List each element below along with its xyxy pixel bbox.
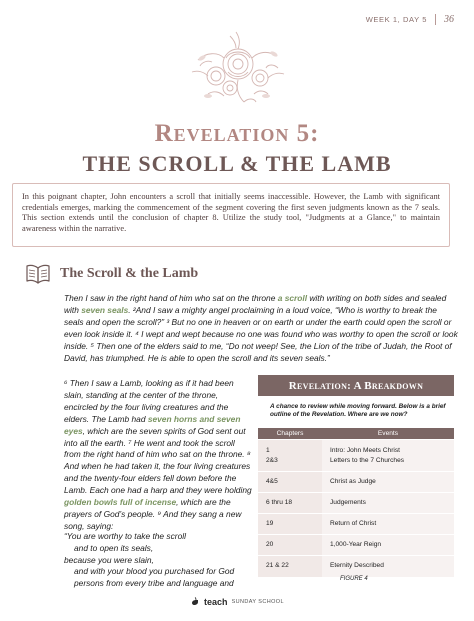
page-title: Revelation 5: [154,120,320,147]
events-value: Christ as Judge [330,478,376,485]
breakdown-table-body [258,440,454,577]
highlighted-phrase: golden bowls full of incense [64,497,177,508]
chapters-value: 4&5 [266,478,278,485]
intro-text: In this poignant chapter, John encounters a scroll that initially seems inaccessible. However, the Lamb with significant credentials emerges, marking the commencement of the segment covering the first seven judgments known as the 7 seals. This section extends until the conclusion of chapter 8. Utilize the study tool, "Judgments at a Glance," to maintain awareness within the narrative. [22,192,440,233]
events-value: Eternity Described [330,562,384,570]
breakdown-table [258,428,454,577]
scripture-text: , which are the prayers of God’s people. ⁹ And they sang a new song, saying: [64,497,242,531]
chapters-value: 1 [266,446,270,454]
floral-decoration-icon [178,22,298,114]
poem-line: “You are worthy to take the scroll [64,531,186,541]
table-row [258,493,454,514]
chapters-cell [258,472,322,493]
brand-subtitle: SUNDAY SCHOOL [231,599,284,605]
breakdown-subtitle: A chance to review while moving forward. Below is a brief outline of the Revelation. Where are we now? [270,403,446,419]
events-value: Intro: John Meets Christ [330,446,400,454]
table-row [258,514,454,535]
open-book-icon [25,263,51,285]
figure-label: FIGURE 4 [340,576,368,582]
chapters-cell [258,514,322,535]
column-header-chapters: Chapters [258,428,322,440]
section-title: The Scroll & the Lamb [60,266,199,281]
chapters-value: 20 [266,541,274,548]
chapters-cell [258,493,322,514]
events-cell [322,440,454,472]
events-cell [322,514,454,535]
footer-logo [0,597,474,607]
poem-line: because you were slain, [64,554,154,565]
scripture-text: ⁶ Then I saw a Lamb, looking as if it had been slain, standing at the center of the throne, encircled by the four living creatures and the elders. The Lamb had [64,378,234,424]
lamp-icon [190,597,200,607]
poem-line: and with your blood you purchased for God [74,566,235,577]
brand-name: teach [204,597,228,607]
events-cell [322,535,454,556]
chapters-cell [258,556,322,577]
events-cell [322,493,454,514]
poem-line: persons from every tribe and language and [74,578,234,589]
table-row [258,440,454,472]
breakdown-header [258,375,454,396]
events-cell [322,472,454,493]
events-value: 1,000-Year Reign [330,541,382,548]
breakdown-title: Revelation: A Breakdown [288,379,424,392]
page-header [366,14,454,25]
chapters-value: 2&3 [266,456,278,464]
chapters-value: 6 thru 18 [266,499,293,506]
page-subtitle: THE SCROLL & THE LAMB [82,151,392,176]
events-value: Return of Christ [330,520,377,527]
highlighted-phrase: a scroll [277,293,308,303]
page-number: 36 [444,14,454,25]
poem-line: and to open its seals, [74,542,154,553]
events-value: Judgements [330,499,366,506]
highlighted-phrase: seven seals [81,304,129,315]
scripture-paragraph-1 [64,293,458,364]
events-cell [322,556,454,577]
chapters-cell [258,535,322,556]
table-row [258,556,454,577]
scripture-paragraph-2 [64,378,252,533]
scripture-text: , which are the seven spirits of God sent out into all the earth. ⁷ He went and took the scroll from the right hand of him who sat on the throne. ⁸ And when he had taken it, the four living creatures and the twenty-four elders fell down before the Lamb. Each one had a harp and they were holding [64,425,252,496]
chapters-value: 21 & 22 [266,562,289,570]
table-row [258,535,454,556]
highlighted-phrase: seven horns and seven eyes [64,413,241,436]
column-header-events: Events [322,428,454,440]
scripture-text: . ²And I saw a mighty angel proclaiming in a loud voice, “Who is worthy to break the seals and open the scroll?” ³ But no one in heaven or on earth or under the earth could open the scroll or even look inside it. ⁴ I wept and wept because no one was found who was worthy to open the scroll or look inside. ⁵ Then one of the elders said to me, “Do not weep! See, the Lion of the tribe of Judah, the Root of David, has triumphed. He is able to open the scroll and its seven seals.” [64,304,458,363]
scripture-text: with writing on both sides and sealed with [64,293,447,315]
chapters-cell [258,440,322,472]
events-value: Letters to the 7 Churches [330,456,405,464]
scripture-poem [64,531,260,590]
header-divider [435,14,436,25]
week-label: WEEK 1, DAY 5 [365,15,427,24]
scripture-text: Then I saw in the right hand of him who sat on the throne [64,293,278,303]
chapters-value: 19 [266,520,274,527]
table-row [258,472,454,493]
